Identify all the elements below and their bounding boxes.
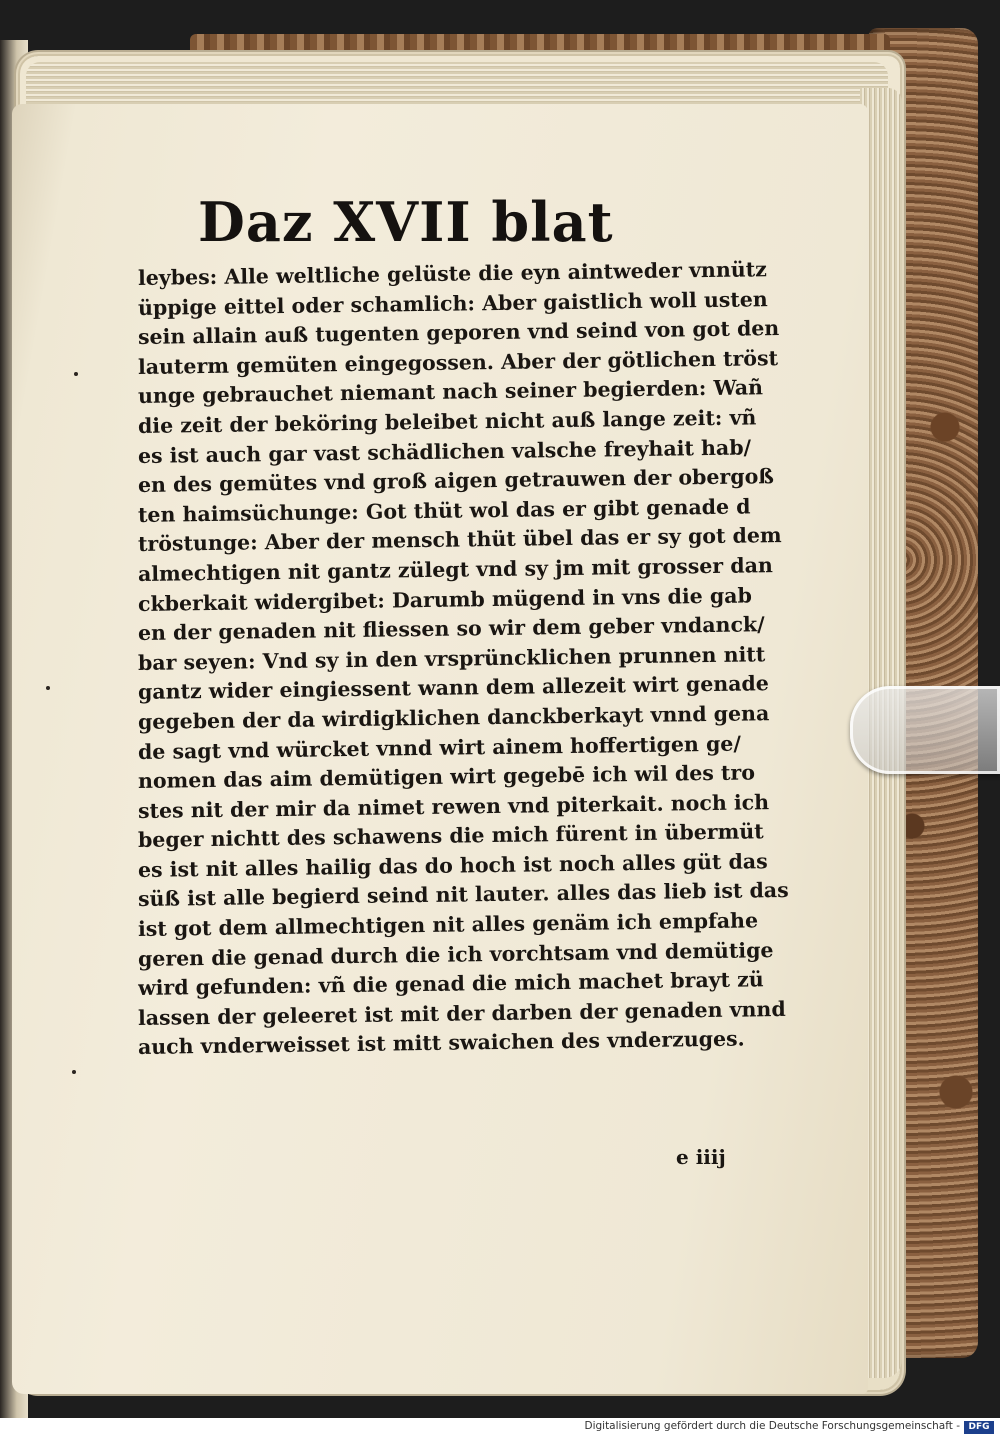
ink-mark [74, 372, 78, 376]
text-line: en des gemütes vnd groß aigen getrauwen der obergoß [137, 464, 775, 498]
text-line: gegeben der da wirdigklichen danckberkayt vnnd gena [137, 701, 770, 734]
text-line: ten haimsüchunge: Got thüt wol das er gibt genade d [137, 494, 751, 527]
signature-mark: e iiij [676, 1145, 726, 1169]
dfg-logo: DFG [964, 1421, 994, 1434]
page-text [137, 257, 798, 1063]
text-line: stes nit der mir da nimet rewen vnd piterkait. noch ich [137, 789, 770, 823]
text-line: almechtigen nit gantz zülegt vnd sy jm mit grosser dan [137, 553, 773, 586]
text-line: gantz wider eingiessent wann dem allezeit wirt genade [137, 671, 770, 705]
ink-mark [46, 686, 50, 690]
text-line: tröstunge: Aber der mensch thüt übel das er sy got dem [137, 523, 782, 557]
text-line: die zeit der beköring beleibet nicht auß lange zeit: vñ [137, 405, 757, 438]
text-line: unge gebrauchet niemant nach seiner begierden: Wañ [137, 375, 764, 409]
text-line: üppige eittel oder schamlich: Aber gaistlich woll usten [137, 286, 768, 320]
text-line: wird gefunden: vñ die genad die mich machet brayt zü [137, 967, 764, 1001]
text-line: es ist nit alles hailig das do hoch ist noch alles güt das [137, 849, 768, 882]
text-line: leybes: Alle weltliche gelüste die eyn aintweder vnnütz [137, 257, 767, 290]
text-line: auch vnderweisset ist mitt swaichen des vnderzuges. [137, 1026, 745, 1060]
text-line: bar seyen: Vnd sy in den vrsprüncklichen prunnen nitt [137, 641, 766, 675]
text-line: ist got dem allmechtigen nit alles genäm ich empfahe [137, 908, 759, 942]
text-line: es ist auch gar vast schädlichen valsche freyhait hab/ [137, 435, 752, 468]
footer-credit: Digitalisierung gefördert durch die Deutsche Forschungsgemeinschaft - [584, 1420, 960, 1432]
ink-mark [72, 1070, 76, 1074]
text-line: sein allain auß tugenten geporen vnd seind von got den [137, 316, 780, 350]
text-line: geren die genad durch die ich vorchtsam vnd demütige [137, 937, 774, 971]
page-heading: Daz XVII blat [198, 190, 614, 254]
text-line: en der genaden nit fliessen so wir dem geber vndanck/ [137, 612, 765, 646]
text-line: de sagt vnd würcket vnnd wirt ainem hoffertigen ge/ [137, 731, 742, 764]
text-line: lauterm gemüten eingegossen. Aber der götlichen tröst [137, 345, 779, 379]
footer-bar [0, 1418, 1000, 1438]
text-line: beger nichtt des schawens die mich fürent in übermüt [137, 819, 764, 853]
text-line: nomen das aim demütigen wirt gegebē ich wil des tro [137, 760, 756, 794]
text-line: ckberkait widergibet: Darumb mügend in vns die gab [137, 582, 752, 616]
page-clip [850, 686, 1000, 774]
text-line: lassen der geleeret ist mit der darben der genaden vnnd [137, 996, 786, 1030]
page-stack-top-edge [26, 62, 888, 108]
text-line: süß ist alle begierd seind nit lauter. alles das lieb ist das [137, 878, 789, 912]
